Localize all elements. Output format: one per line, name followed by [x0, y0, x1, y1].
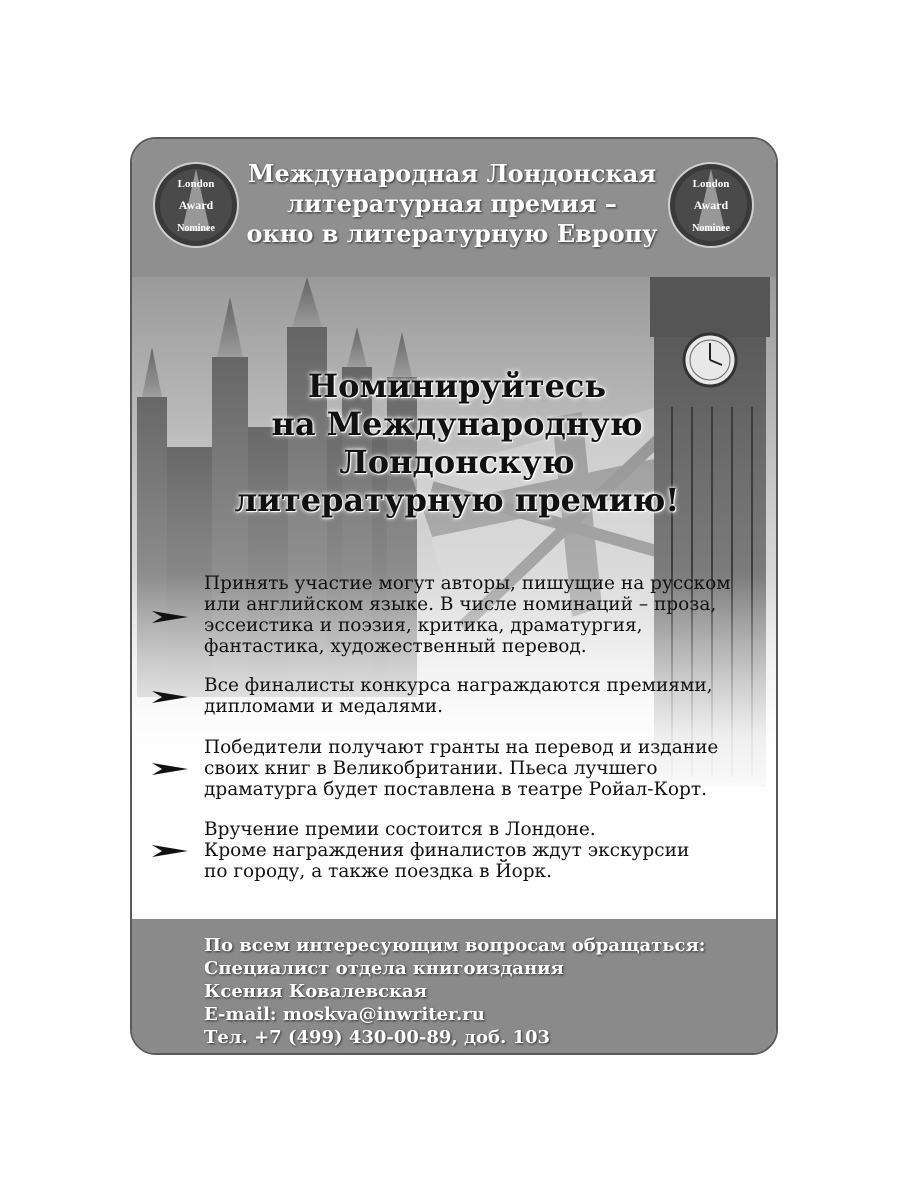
headline: [202, 367, 712, 519]
poster-card: [130, 137, 778, 1055]
header-title: [242, 159, 662, 249]
headline-line: литературную премию!: [234, 481, 680, 519]
contact-info: [204, 934, 705, 1049]
svg-text:Award: Award: [178, 198, 214, 212]
paper-plane-arrow-icon: [152, 687, 188, 707]
paper-plane-arrow-icon: [152, 841, 188, 861]
contact-email[interactable]: E-mail: moskva@inwriter.ru: [204, 1004, 485, 1025]
header-title-line: Международная Лондонская: [247, 159, 657, 188]
contact-line: Специалист отдела книгоиздания: [204, 958, 564, 979]
svg-text:Nominee: Nominee: [692, 223, 730, 234]
bullet-text: Вручение премии состоится в Лондоне. Кроме награждения финалистов ждут экскурсии по городу, а также поездка в Йорк.: [204, 819, 690, 882]
paper-plane-arrow-icon: [152, 759, 188, 779]
contact-name: Ксения Ковалевская: [204, 981, 427, 1002]
header-banner: [132, 139, 776, 277]
headline-line: на Международную: [271, 405, 643, 443]
paper-plane-arrow-icon: [152, 607, 188, 627]
london-award-nominee-logo-left: [152, 161, 240, 249]
svg-text:Award: Award: [693, 198, 729, 212]
header-title-line: окно в литературную Европу: [246, 219, 658, 248]
bullet-text: Принять участие могут авторы, пишущие на русском или английском языке. В числе номинаций – проза, эссеистика и поэзия, критика, драматургия, фантастика, художественный перевод.: [204, 573, 731, 657]
headline-line: Номинируйтесь: [307, 367, 607, 405]
contact-footer: [132, 919, 776, 1055]
london-award-nominee-logo-right: [667, 161, 755, 249]
svg-text:Nominee: Nominee: [177, 223, 215, 234]
svg-text:London: London: [177, 178, 215, 190]
contact-phone[interactable]: Тел. +7 (499) 430-00-89, доб. 103: [204, 1027, 551, 1048]
london-skyline-image: [132, 277, 776, 817]
bullet-text: Победители получают гранты на перевод и издание своих книг в Великобритании. Пьеса лучшего драматурга будет поставлена в театре Ройал-Корт.: [204, 737, 719, 800]
contact-line: По всем интересующим вопросам обращаться:: [204, 935, 706, 956]
headline-line: Лондонскую: [339, 443, 575, 481]
header-title-line: литературная премия –: [287, 189, 617, 218]
svg-text:London: London: [692, 178, 730, 190]
bullet-text: Все финалисты конкурса награждаются премиями, дипломами и медалями.: [204, 675, 713, 717]
